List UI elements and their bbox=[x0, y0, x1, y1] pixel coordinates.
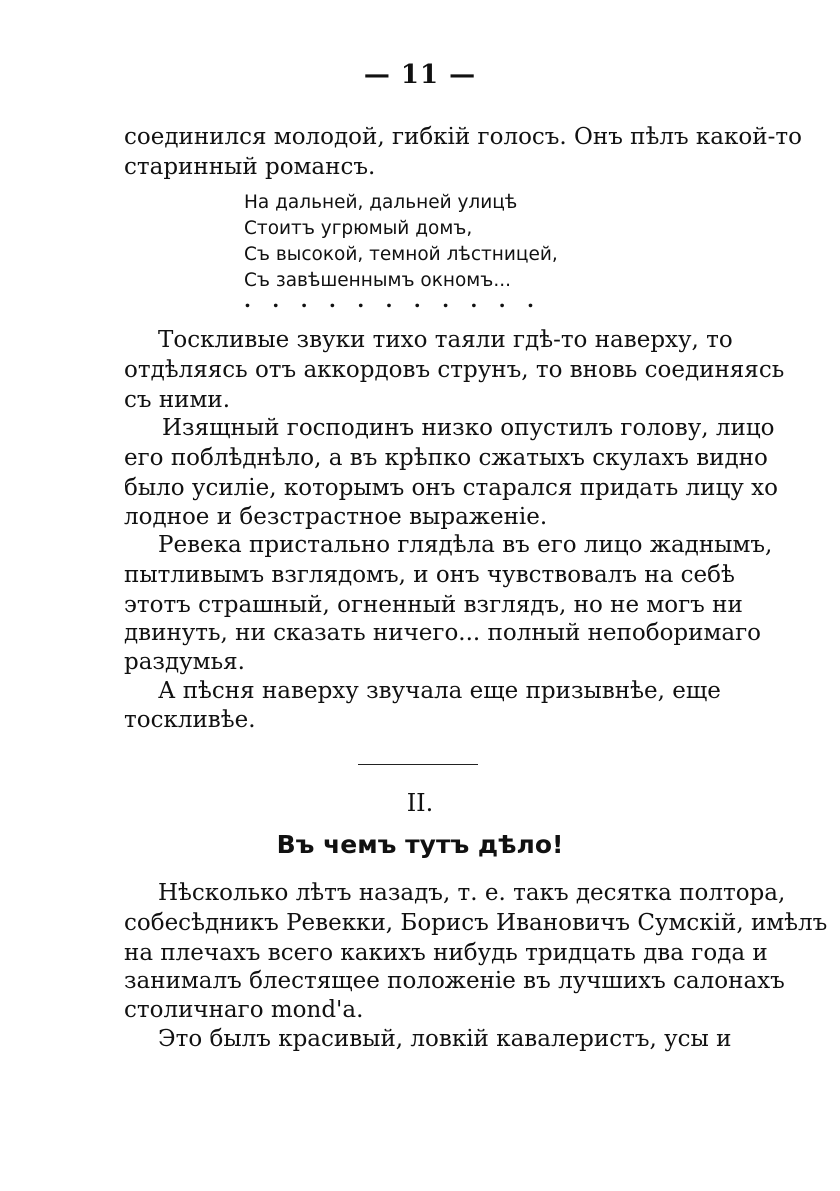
chapter-title: Въ чемъ тутъ дѣло! bbox=[276, 830, 564, 859]
text-line: собесѣдникъ Ревекки, Борисъ Ивановичъ Сумскій, имѣлъ bbox=[124, 910, 828, 936]
verse-dot: . bbox=[526, 288, 534, 312]
text-line: столичнаго mond'а. bbox=[124, 997, 364, 1023]
text-line: Тоскливые звуки тихо таяли гдѣ-то наверху, то bbox=[158, 327, 733, 353]
verse-dot: . bbox=[385, 288, 393, 312]
text-line: двинуть, ни сказать ничего... полный непоборимаго bbox=[124, 620, 761, 646]
verse-dot: . bbox=[300, 288, 308, 312]
section-divider bbox=[358, 764, 478, 765]
verse-dot: . bbox=[328, 288, 336, 312]
text-line: отдѣляясь отъ аккордовъ струнъ, то вновь соединяясь bbox=[124, 357, 785, 383]
text-line: на плечахъ всего какихъ нибудь тридцать два года и bbox=[124, 940, 768, 966]
verse-ellipsis-dots bbox=[244, 288, 534, 312]
verse-dot: . bbox=[470, 288, 478, 312]
text-line: раздумья. bbox=[124, 649, 245, 675]
verse-line: Съ высокой, темной лѣстницей, bbox=[244, 244, 558, 265]
text-line: этотъ страшный, огненный взглядъ, но не могъ ни bbox=[124, 592, 743, 618]
verse-line: На дальней, дальней улицѣ bbox=[244, 192, 518, 213]
text-line: Изящный господинъ низко опустилъ голову, лицо bbox=[162, 415, 775, 441]
text-line: лодное и безстрастное выраженіе. bbox=[124, 504, 548, 530]
text-line: съ ними. bbox=[124, 387, 231, 413]
page-number: — 11 — bbox=[363, 60, 477, 90]
verse-dot: . bbox=[244, 288, 251, 312]
text-line: соединился молодой, гибкій голосъ. Онъ пѣлъ какой-то bbox=[124, 124, 802, 150]
verse-dot: . bbox=[272, 288, 280, 312]
text-line: его поблѣднѣло, а въ крѣпко сжатыхъ скулахъ видно bbox=[124, 445, 768, 471]
text-line: А пѣсня наверху звучала еще призывнѣе, еще bbox=[158, 678, 721, 704]
text-line: занималъ блестящее положеніе въ лучшихъ салонахъ bbox=[124, 968, 785, 994]
text-line: Нѣсколько лѣтъ назадъ, т. е. такъ десятка полтора, bbox=[158, 880, 786, 906]
verse-dot: . bbox=[357, 288, 365, 312]
verse-line: Стоитъ угрюмый домъ, bbox=[244, 218, 473, 239]
text-line: Это былъ красивый, ловкій кавалеристъ, усы и bbox=[158, 1026, 732, 1052]
verse-dot: . bbox=[442, 288, 450, 312]
text-line: Ревека пристально глядѣла въ его лицо жаднымъ, bbox=[158, 532, 773, 558]
verse-dot: . bbox=[498, 288, 506, 312]
chapter-number: II. bbox=[406, 789, 434, 817]
text-line: старинный романсъ. bbox=[124, 154, 376, 180]
text-line: было усиліе, которымъ онъ старался придать лицу хо bbox=[124, 475, 778, 501]
verse-dot: . bbox=[413, 288, 421, 312]
text-line: пытливымъ взглядомъ, и онъ чувствовалъ на себѣ bbox=[124, 562, 735, 588]
verse-line: Съ завѣшеннымъ окномъ... bbox=[244, 270, 511, 291]
text-line: тоскливѣе. bbox=[124, 707, 256, 733]
